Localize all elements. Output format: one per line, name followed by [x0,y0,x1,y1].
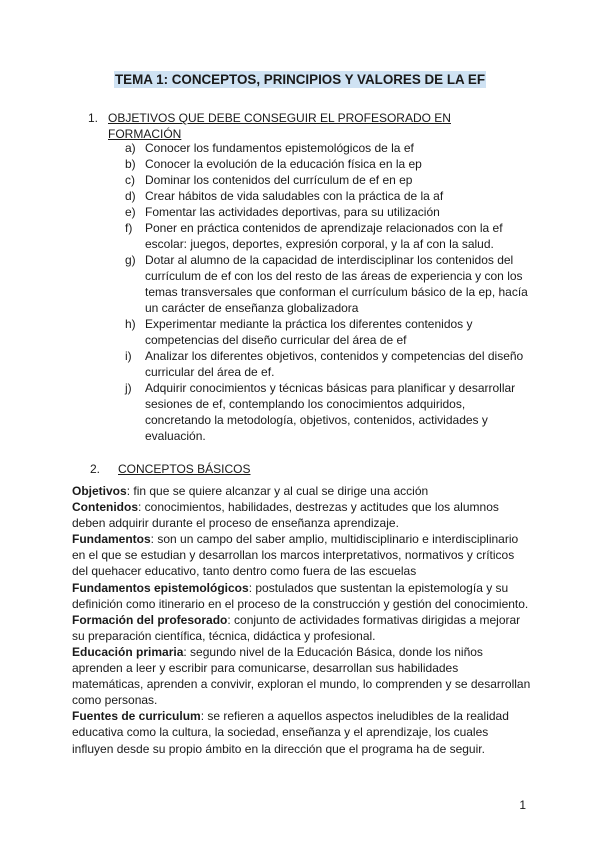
item-text: Poner en práctica contenidos de aprendizaje relacionados con la ef escolar: juegos, deportes, expresión corporal, y la af con la salud. [145,221,503,251]
list-item [88,220,528,252]
item-letter: a) [125,141,136,155]
section-heading: OBJETIVOS QUE DEBE CONSEGUIR EL PROFESORADO EN FORMACIÓN [108,111,451,141]
definition-text: : conocimientos, habilidades, destrezas y actitudes que los alumnos deben adquirir durante el proceso de enseñanza aprendizaje. [72,500,499,531]
definition-text: : fin que se quiere alcanzar y al cual se dirige una acción [126,484,429,498]
definition-text: : conjunto de actividades formativas dirigidas a mejorar su preparación científica, técnica, didáctica y profesional. [72,612,521,643]
item-text: Analizar los diferentes objetivos, contenidos y competencias del diseño curricular del área de ef. [145,349,524,379]
item-letter: c) [125,173,135,187]
page-title: TEMA 1: CONCEPTOS, PRINCIPIOS Y VALORES DE LA EF [114,72,486,87]
definition [72,531,532,579]
section-concepts [90,461,251,477]
item-text: Conocer la evolución de la educación física en la ep [145,157,422,171]
item-text: Dominar los contenidos del currículum de ef en ep [145,173,413,187]
item-letter: b) [125,157,136,171]
list-item [88,348,528,380]
list-item [88,204,528,220]
item-text: Experimentar mediante la práctica los diferentes contenidos y competencias del diseño curricular del área de ef [145,317,473,347]
item-letter: e) [125,205,136,219]
list-item [88,252,528,316]
definition-term: Objetivos [72,484,127,498]
item-letter: g) [125,253,136,267]
definition-text: : son un campo del saber amplio, multidisciplinario e interdisciplinario en el que se estudian y desarrollan los marcos interpretativos, normativos y críticos del quehacer educativo, tanto dentro como fuera de las escuelas [72,532,519,579]
definition [72,644,532,708]
definition [72,580,532,612]
objectives-list [88,140,528,444]
definition [72,708,532,756]
page-title-container [0,71,600,89]
item-letter: f) [125,221,133,235]
list-item [88,140,528,156]
definition-text: : se refieren a aquellos aspectos ineludibles de la realidad educativa como la cultura, la sociedad, enseñanza y el aprendizaje, los cuales influyen desde su propio ámbito en la dirección que el programa ha de seguir. [72,709,509,756]
list-item [88,172,528,188]
definition [72,483,532,499]
definition [72,612,532,644]
definition-text: : segundo nivel de la Educación Básica, donde los niños aprenden a leer y escribir para comunicarse, desarrollan sus habilidades matemáticas, aprenden a convivir, exploran el mundo, lo comprenden y se desarrollan como personas. [72,644,531,708]
definition [72,499,532,531]
item-text: Dotar al alumno de la capacidad de interdisciplinar los contenidos del currículum de ef con los del resto de las áreas de experiencia y con los temas transversales que conforman el currículum básico de la ep, hacía un carácter de enseñanza globalizadora [145,253,528,315]
page-number: 1 [519,798,526,812]
item-letter: j) [125,381,132,395]
definition-term: Formación del profesorado [72,612,228,627]
item-text: Fomentar las actividades deportivas, para su utilización [145,205,440,219]
definition-term: Contenidos [72,500,138,515]
definition-term: Fundamentos epistemológicos [72,580,249,595]
definition-term: Fuentes de curriculum [72,709,201,724]
item-text: Crear hábitos de vida saludables con la práctica de la af [145,189,444,203]
section-number: 1. [88,111,99,125]
definitions [72,483,532,757]
item-letter: h) [125,317,136,331]
item-letter: d) [125,189,136,203]
item-text: Conocer los fundamentos epistemológicos de la ef [145,141,414,155]
item-text: Adquirir conocimientos y técnicas básicas para planificar y desarrollar sesiones de ef, contemplando los conocimientos adquiridos, concretando la metodología, objetivos, contenidos, actividades y evaluación. [145,381,516,443]
list-item [88,188,528,204]
definition-term: Fundamentos [72,532,151,547]
section-heading: CONCEPTOS BÁSICOS [118,462,251,476]
definition-term: Educación primaria [72,644,184,659]
definition-text: : postulados que sustentan la epistemología y su definición como itinerario en el proceso de la construcción y gestión del conocimiento. [72,580,529,611]
item-letter: i) [125,349,132,363]
list-item [88,316,528,348]
section-number: 2. [90,462,101,476]
list-item [88,380,528,444]
list-item [88,156,528,172]
